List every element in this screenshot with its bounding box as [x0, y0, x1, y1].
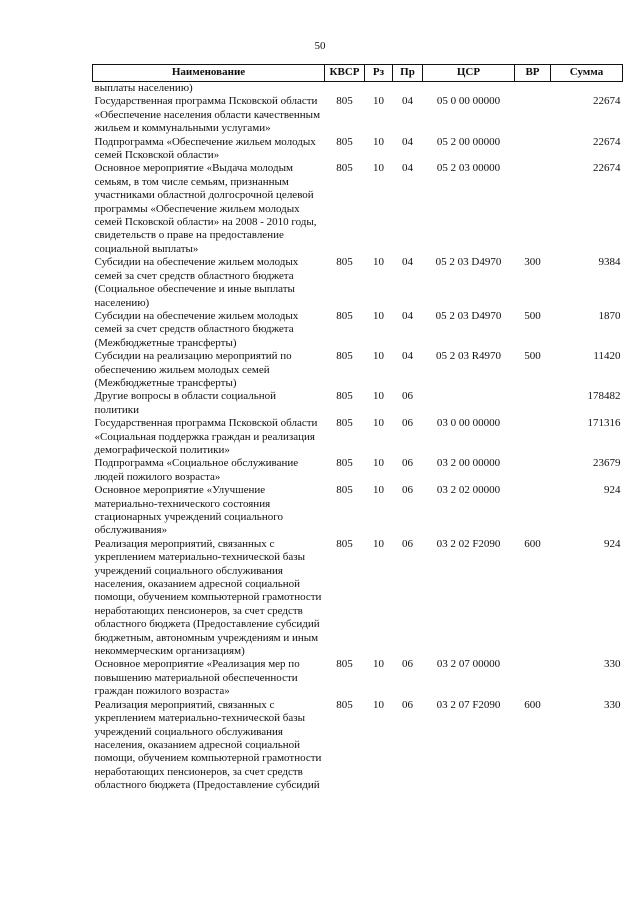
- cell-kvsr: 805: [336, 95, 353, 108]
- cell-sum: 9384: [598, 256, 621, 269]
- cell-pr: 04: [402, 309, 413, 322]
- cell-sum: 11420: [593, 350, 621, 363]
- cell-vr: [515, 136, 551, 163]
- table-row: [93, 310, 623, 350]
- cell-pr: 06: [402, 457, 413, 470]
- cell-sum: 330: [604, 698, 621, 711]
- cell-csr: [423, 390, 515, 417]
- cell-kvsr: 805: [336, 162, 353, 175]
- cell-vr: [515, 457, 551, 484]
- cell-csr: 05 0 00 00000: [436, 95, 501, 108]
- cell-vr: 600: [524, 537, 541, 550]
- cell-sum: 22674: [593, 162, 621, 175]
- cell-name: выплаты населению): [94, 82, 193, 94]
- cell-pr: 06: [402, 390, 413, 403]
- cell-rz: 10: [373, 256, 384, 269]
- cell-kvsr: 805: [336, 417, 353, 430]
- header-vr: ВР: [515, 65, 551, 82]
- cell-pr: 06: [402, 658, 413, 671]
- cell-pr: 06: [402, 484, 413, 497]
- cell-csr: 03 2 07 F2090: [436, 698, 501, 711]
- page-number: 50: [314, 40, 326, 52]
- cell-pr: 04: [402, 256, 413, 269]
- cell-kvsr: 805: [336, 698, 353, 711]
- cell-vr: [515, 162, 551, 256]
- cell-rz: 10: [373, 537, 384, 550]
- cell-vr: [515, 658, 551, 698]
- cell-csr: 03 2 02 00000: [436, 484, 501, 497]
- cell-rz: [365, 82, 393, 96]
- cell-rz: 10: [373, 417, 384, 430]
- table-row: [93, 457, 623, 484]
- table-row: [93, 417, 623, 457]
- cell-name: Государственная программа Псковской области «Социальная поддержка граждан и реализация демографической политики»: [94, 417, 318, 456]
- cell-vr: [515, 484, 551, 538]
- cell-vr: 600: [524, 698, 541, 711]
- header-sum: Сумма: [551, 65, 623, 82]
- cell-rz: 10: [373, 484, 384, 497]
- cell-sum: 1870: [598, 309, 621, 322]
- cell-rz: 10: [373, 162, 384, 175]
- cell-name: Основное мероприятие «Реализация мер по повышению материальной обеспеченности граждан пожилого возраста»: [94, 658, 300, 698]
- table-row: [93, 350, 623, 390]
- cell-csr: 03 2 02 F2090: [436, 537, 501, 550]
- table-row: [93, 256, 623, 310]
- cell-vr: 500: [524, 350, 541, 363]
- cell-kvsr: 805: [336, 457, 353, 470]
- cell-kvsr: 805: [336, 658, 353, 671]
- table-row: [93, 136, 623, 163]
- cell-rz: 10: [373, 135, 384, 148]
- cell-rz: 10: [373, 95, 384, 108]
- table-body: [93, 82, 623, 793]
- table-row: [93, 699, 623, 793]
- cell-csr: 03 2 00 00000: [436, 457, 501, 470]
- cell-csr: 05 2 03 D4970: [435, 309, 502, 322]
- cell-kvsr: 805: [336, 350, 353, 363]
- table-row: [93, 162, 623, 256]
- cell-vr: [515, 82, 551, 96]
- budget-table: [92, 64, 623, 793]
- cell-csr: 03 0 00 00000: [436, 417, 501, 430]
- cell-kvsr: 805: [336, 537, 353, 550]
- cell-vr: 300: [524, 256, 541, 269]
- cell-pr: 06: [402, 537, 413, 550]
- cell-name: Основное мероприятие «Выдача молодым семьям, в том числе семьям, признанным участниками областной долгосрочной целевой программы «Обеспечение жильем молодых семей Псковской области» на 2008 - 2010 годы, свидетельств о праве на предоставление социальной выплаты»: [94, 162, 317, 255]
- cell-rz: 10: [373, 658, 384, 671]
- header-name: Наименование: [93, 65, 325, 82]
- cell-rz: 10: [373, 698, 384, 711]
- cell-kvsr: 805: [336, 390, 353, 403]
- cell-vr: [515, 390, 551, 417]
- cell-kvsr: 805: [336, 484, 353, 497]
- cell-rz: 10: [373, 457, 384, 470]
- cell-sum: 171316: [587, 417, 621, 430]
- cell-vr: [515, 417, 551, 457]
- cell-vr: [515, 95, 551, 135]
- cell-name: Подпрограмма «Обеспечение жильем молодых семей Псковской области»: [94, 135, 316, 162]
- table-row: [93, 82, 623, 96]
- cell-sum: 22674: [593, 135, 621, 148]
- cell-sum: [551, 82, 623, 96]
- cell-csr: 05 2 03 R4970: [435, 350, 502, 363]
- cell-name: Субсидии на реализацию мероприятий по обеспечению жильем молодых семей (Межбюджетные трансферты): [94, 350, 292, 389]
- cell-sum: 924: [604, 484, 621, 497]
- cell-vr: 500: [524, 309, 541, 322]
- cell-sum: 330: [604, 658, 621, 671]
- cell-pr: [393, 82, 423, 96]
- cell-rz: 10: [373, 309, 384, 322]
- cell-csr: 03 2 07 00000: [436, 658, 501, 671]
- table-row: [93, 95, 623, 135]
- cell-sum: 178482: [587, 390, 621, 403]
- table-row: [93, 390, 623, 417]
- cell-name: Основное мероприятие «Улучшение материально-технического состояния стационарных учреждений социального обслуживания»: [94, 484, 283, 537]
- header-kvsr: КВСР: [325, 65, 365, 82]
- table-row: [93, 484, 623, 538]
- cell-name: Реализация мероприятий, связанных с укреплением материально-технической базы учреждений социального обслуживания населения, оказанием адресной социальной помощи, обучением компьютерной грамотности неработающих пенсионеров, за счет средств областного бюджета (Предоставление субсидий бюджетным, автономным учреждениям и иным некоммерческим организациям): [94, 537, 322, 658]
- cell-name: Подпрограмма «Социальное обслуживание людей пожилого возраста»: [94, 457, 299, 483]
- cell-pr: 06: [402, 417, 413, 430]
- cell-pr: 06: [402, 698, 413, 711]
- table-row: [93, 658, 623, 698]
- cell-pr: 04: [402, 95, 413, 108]
- header-csr: ЦСР: [423, 65, 515, 82]
- cell-rz: 10: [373, 390, 384, 403]
- cell-kvsr: [325, 82, 365, 96]
- cell-name: Субсидии на обеспечение жильем молодых семей за счет средств областного бюджета (Социальное обеспечение и иные выплаты населению): [94, 256, 299, 309]
- table-header-row: [93, 65, 623, 82]
- cell-rz: 10: [373, 350, 384, 363]
- header-rz: Рз: [365, 65, 393, 82]
- cell-csr: 05 2 00 00000: [436, 135, 501, 148]
- table-row: [93, 538, 623, 659]
- cell-name: Государственная программа Псковской области «Обеспечение населения области качественным жильем и коммунальными услугами»: [94, 95, 321, 135]
- cell-csr: 05 2 03 D4970: [435, 256, 502, 269]
- cell-kvsr: 805: [336, 309, 353, 322]
- cell-kvsr: 805: [336, 135, 353, 148]
- cell-kvsr: 805: [336, 256, 353, 269]
- cell-name: Реализация мероприятий, связанных с укреплением материально-технической базы учреждений социального обслуживания населения, оказанием адресной социальной помощи, обучением компьютерной грамотности неработающих пенсионеров, за счет средств областного бюджета (Предоставление субсидий: [94, 698, 322, 792]
- cell-pr: 04: [402, 135, 413, 148]
- cell-csr: 05 2 03 00000: [436, 162, 501, 175]
- cell-sum: 22674: [593, 95, 621, 108]
- cell-sum: 924: [604, 537, 621, 550]
- cell-pr: 04: [402, 350, 413, 363]
- cell-name: Субсидии на обеспечение жильем молодых семей за счет средств областного бюджета (Межбюджетные трансферты): [94, 309, 299, 349]
- cell-sum: 23679: [593, 457, 621, 470]
- cell-name: Другие вопросы в области социальной политики: [94, 390, 277, 416]
- header-pr: Пр: [393, 65, 423, 82]
- cell-csr: [423, 82, 515, 96]
- cell-pr: 04: [402, 162, 413, 175]
